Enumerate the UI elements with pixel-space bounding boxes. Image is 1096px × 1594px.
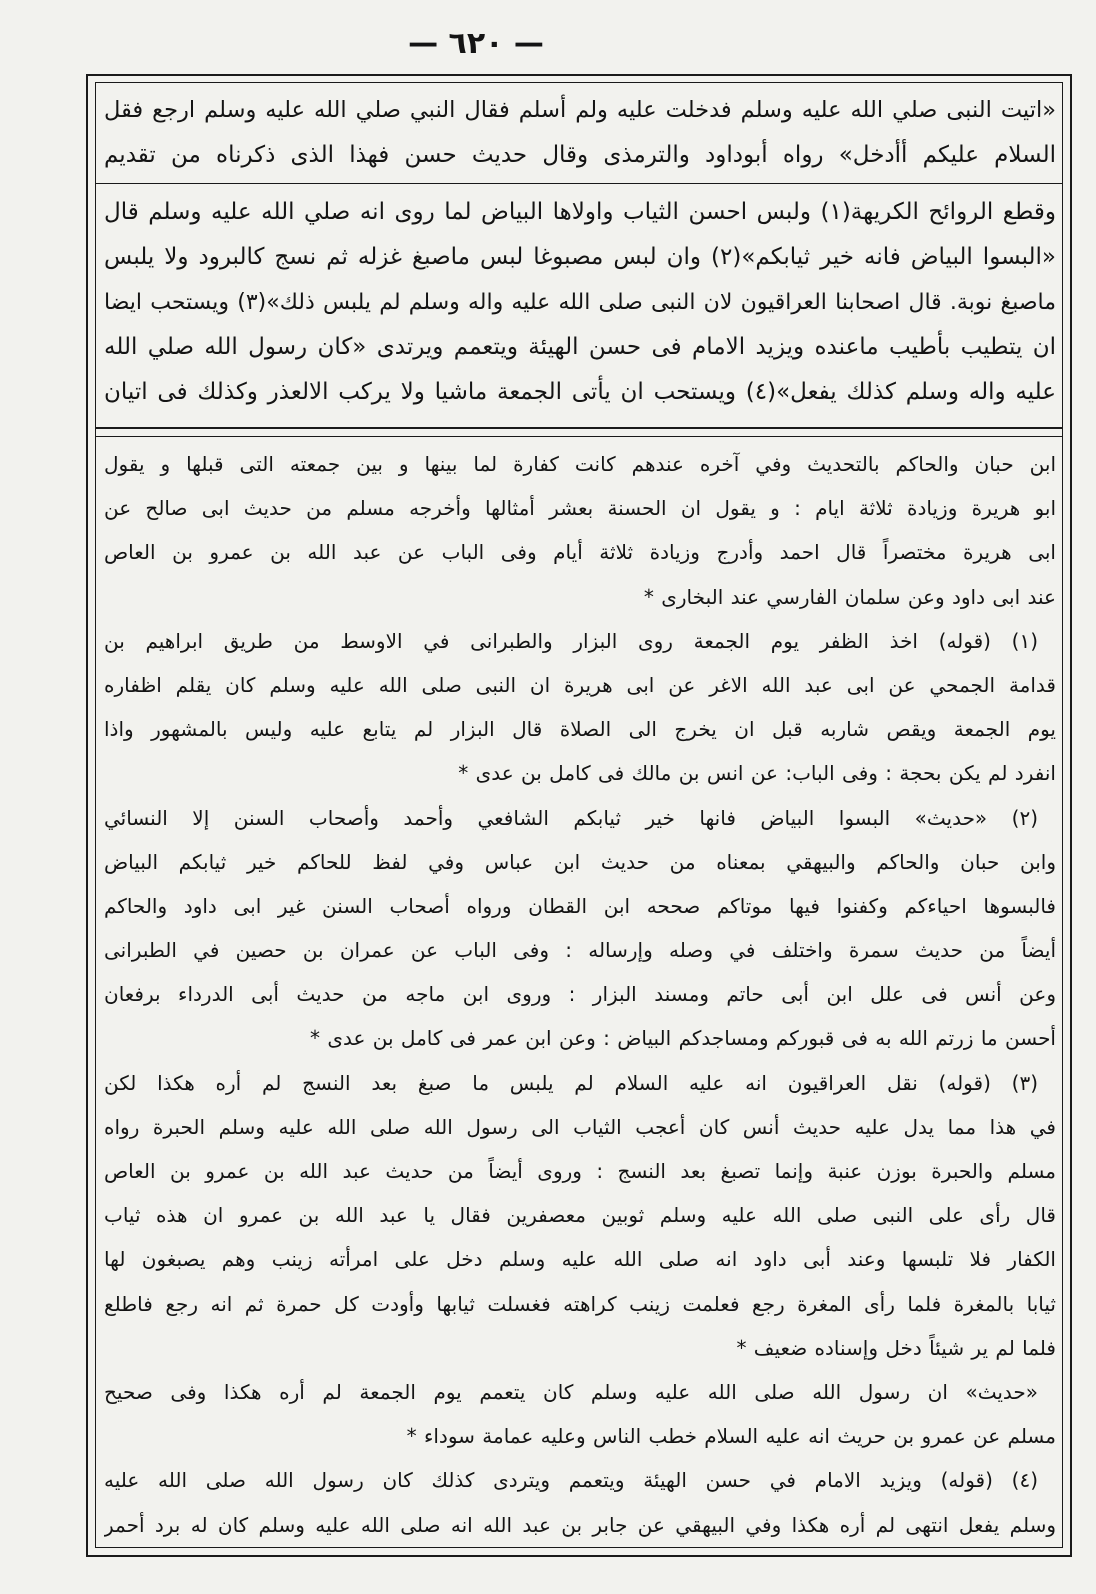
footnote-line: ثيابا بالمغرة فلما رأى المغرة رجع فعلمت زينب كراهته فغسلت ثيابها وأودت كل حمرة ثم انه رجع فاطلع [104, 1291, 1056, 1316]
footnote-line: يوم الجمعة ويقص شاربه قبل ان يخرج الى الصلاة قال البزار لم يتابع عليه وليس بالمشهور واذا [104, 717, 1056, 742]
footnote-line: وسلم يفعل انتهى لم أره هكذا وفي البيهقي عن جابر بن عبد الله انه صلى الله عليه وسلم كان له برد أحمر [104, 1512, 1056, 1537]
footnote-line: الكفار فلا تلبسها وعند أبى داود انه صلى الله عليه وسلم دخل على امرأته زينب وهم يصبغون لها [104, 1247, 1056, 1272]
footnote-line: (٣) (قوله) نقل العراقيون انه عليه السلام لم يلبس ما صبغ بعد النسج لم أره هكذا لكن [104, 1070, 1038, 1095]
main-text-section [104, 190, 1056, 415]
footnote-line: قال رأى على النبى صلى الله عليه وسلم ثوبين معصفرين فقال يا عبد الله بن عمرو ان هذه ثياب [104, 1203, 1056, 1228]
main-text-line: وقطع الروائح الكريهة(١) ولبس احسن الثياب واولاها البياض لما روى انه صلي الله عليه وسلم قال [104, 199, 1056, 225]
footnote-line: (٢) «حديث» البسوا البياض فانها خير ثيابكم الشافعي وأحمد وأصحاب السنن إلا النسائي [104, 805, 1038, 830]
footnote-line: ابو هريرة وزيادة ثلاثة ايام : و يقول ان الحسنة بعشر أمثالها وأخرجه مسلم من حديث ابى صالح عن [104, 496, 1056, 521]
footnote-line: «حديث» ان رسول الله صلى الله عليه وسلم كان يتعمم يوم الجمعة لم أره هكذا وفى صحيح [104, 1379, 1038, 1404]
footnotes-section [104, 442, 1056, 1547]
main-text-line: ماصبغ نوبة. قال اصحابنا العراقيون لان النبى صلى الله عليه واله وسلم لم يلبس ذلك»(٣) ويستحب ايضا [104, 290, 1056, 315]
main-text-line: ان يتطيب بأطيب ماعنده ويزيد الامام فى حسن الهيئة ويتعمم ويرتدى «كان رسول الله صلي الله [104, 334, 1056, 360]
main-text-line: عليه واله وسلم كذلك يفعل»(٤) ويستحب ان يأتى الجمعة ماشيا ولا يركب الالعذر وكذلك فى اتيان [104, 379, 1056, 405]
footnote-line: ابن حبان والحاكم بالتحديث وفي آخره عندهم كانت كفارة لما بينها و بين جمعته التى قبلها و يقول [104, 452, 1056, 476]
footnote-line: في هذا مما يدل عليه حديث أنس كان أعجب الثياب الى رسول الله صلى الله عليه وسلم الحبرة رواه [104, 1114, 1056, 1139]
footnote-line: عند ابى داود وعن سلمان الفارسي عند البخارى * [643, 584, 1056, 609]
footnote-line: وعن أنس فى علل ابن أبى حاتم ومسند البزار : وروى ابن ماجه من حديث أبى الدرداء برفعان [104, 982, 1056, 1007]
top-quote-section [104, 88, 1056, 178]
page-number: — ٦٢٠ — [408, 26, 544, 61]
footnote-line: أحسن ما زرتم الله به فى قبوركم ومساجدكم البياض : وعن ابن عمر فى كامل بن عدى * [309, 1026, 1056, 1051]
footnote-line: مسلم والحبرة بوزن عنبة وإنما تصبغ بعد النسج : وروى أيضاً من حديث عبد الله بن عمرو بن العاص [104, 1159, 1056, 1183]
footnote-line: انفرد لم يكن بحجة : وفى الباب: عن انس بن مالك فى كامل بن عدى * [458, 761, 1056, 786]
footnote-line: قدامة الجمحي عن ابى عبد الله الاغر عن ابى هريرة ان النبى صلى الله عليه وسلم كان يقلم اظفاره [104, 672, 1056, 697]
footnote-line: وابن حبان والحاكم والبيهقي بمعناه من حديث ابن عباس وفي لفظ للحاكم خير ثيابكم البياض [104, 849, 1056, 874]
footnote-line: أيضاً من حديث سمرة واختلف في وصله وإرساله : وفى الباب عن عمران بن حصين في الطبرانى [104, 938, 1056, 963]
footnote-line: (٤) (قوله) ويزيد الامام في حسن الهيئة ويتعمم ويتردى كذلك كان رسول الله صلى الله عليه [104, 1468, 1038, 1493]
section-divider [96, 183, 1062, 184]
footnote-line: فلما لم ير شيئاً دخل وإسناده ضعيف * [736, 1335, 1056, 1360]
main-text-line: «البسوا البياض فانه خير ثيابكم»(٢) وان لبس مصبوغا لبس ماصبغ غزله ثم نسج كالبرود ولا يلبس [104, 244, 1056, 270]
footnote-line: فالبسوها احياءكم وكفنوا فيها موتاكم صححه ابن القطان ورواه أصحاب السنن غير ابى داود والحاكم [104, 893, 1056, 918]
footnote-line: ابى هريرة مختصراً قال احمد وأدرج وزيادة ثلاثة أيام وفى الباب عن عبد الله بن عمرو بن العاص [104, 540, 1056, 565]
top-quote-line: السلام عليكم أأدخل» رواه أبوداود والترمذى وقال حديث حسن فهذا الذى ذكرناه من تقديم [104, 142, 1056, 168]
footnote-divider-upper [96, 427, 1062, 429]
footnote-divider-lower [96, 436, 1062, 437]
top-quote-line: «اتيت النبى صلي الله عليه وسلم فدخلت عليه ولم أسلم فقال النبي صلي الله عليه وسلم ارجع فقل [104, 97, 1056, 123]
footnote-line: (١) (قوله) اخذ الظفر يوم الجمعة روى البزار والطبرانى في الاوسط من طريق ابراهيم بن [104, 628, 1038, 653]
footnote-line: مسلم عن عمرو بن حريث انه عليه السلام خطب الناس وعليه عمامة سوداء * [406, 1424, 1056, 1449]
